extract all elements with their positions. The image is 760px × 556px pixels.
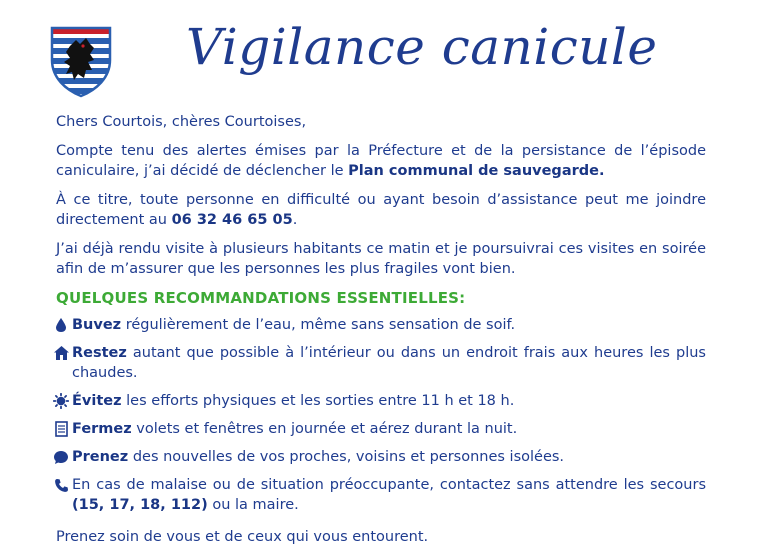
- list-item: [52, 315, 706, 335]
- closing-text: Prenez soin de vous et de ceux qui vous entourent.: [56, 529, 429, 545]
- list-item: [52, 391, 706, 411]
- recommendation-verb: Buvez: [72, 317, 122, 333]
- paragraph-visits: J’ai déjà rendu visite à plusieurs habitants ce matin et je poursuivrai ces visites en soirée afin de m’assurer que les personnes les plus fragiles vont bien.: [56, 241, 706, 277]
- plan-name: Plan communal de sauvegarde.: [348, 163, 605, 179]
- list-item: [52, 447, 706, 467]
- water-drop-icon: [52, 316, 70, 334]
- phone-icon: [52, 476, 70, 494]
- list-item: [52, 343, 706, 383]
- recommendation-text: volets et fenêtres en journée et aérez durant la nuit.: [136, 421, 518, 437]
- paragraph-contact-end: .: [292, 212, 298, 228]
- recommendation-text: autant que possible à l’intérieur ou dans un endroit frais aux heures les plus chaudes.: [72, 345, 706, 381]
- phone-number: 06 32 46 65 05: [171, 212, 293, 228]
- list-item: [52, 475, 706, 515]
- recommendation-text: régulièrement de l’eau, même sans sensation de soif.: [125, 317, 516, 333]
- recommendation-end: ou la maire.: [212, 497, 299, 513]
- house-icon: [52, 344, 70, 362]
- recommendation-text: des nouvelles de vos proches, voisins et personnes isolées.: [132, 449, 565, 465]
- emergency-numbers: (15, 17, 18, 112): [72, 497, 208, 513]
- speech-bubble-icon: [52, 448, 70, 466]
- recommendation-verb: Prenez: [72, 449, 129, 465]
- paragraph-contact-text: À ce titre, toute personne en difficulté ou ayant besoin d’assistance peut me joindre directement au: [56, 192, 706, 228]
- recommendation-text: les efforts physiques et les sorties entre 11 h et 18 h.: [126, 393, 515, 409]
- page-title: Vigilance canicule: [186, 18, 658, 76]
- greeting: Chers Courtois, chères Courtoises,: [56, 114, 307, 130]
- recommendation-text: En cas de malaise ou de situation préoccupante, contactez sans attendre les secours: [72, 477, 706, 493]
- recommendation-verb: Restez: [72, 345, 127, 361]
- paragraph-contact: [56, 190, 706, 230]
- recommendation-verb: Fermez: [72, 421, 132, 437]
- recommendation-verb: Évitez: [72, 393, 122, 409]
- paragraph-plan: [56, 141, 706, 181]
- letter-body: [56, 112, 706, 556]
- sun-icon: [52, 392, 70, 410]
- list-item: [52, 419, 706, 439]
- coat-of-arms-logo: [50, 26, 112, 98]
- paragraph-plan-text: Compte tenu des alertes émises par la Préfecture et de la persistance de l’épisode caniculaire, j’ai décidé de déclencher le: [56, 143, 706, 179]
- recommendations-heading: QUELQUES RECOMMANDATIONS ESSENTIELLES:: [56, 289, 466, 307]
- window-icon: [52, 420, 70, 438]
